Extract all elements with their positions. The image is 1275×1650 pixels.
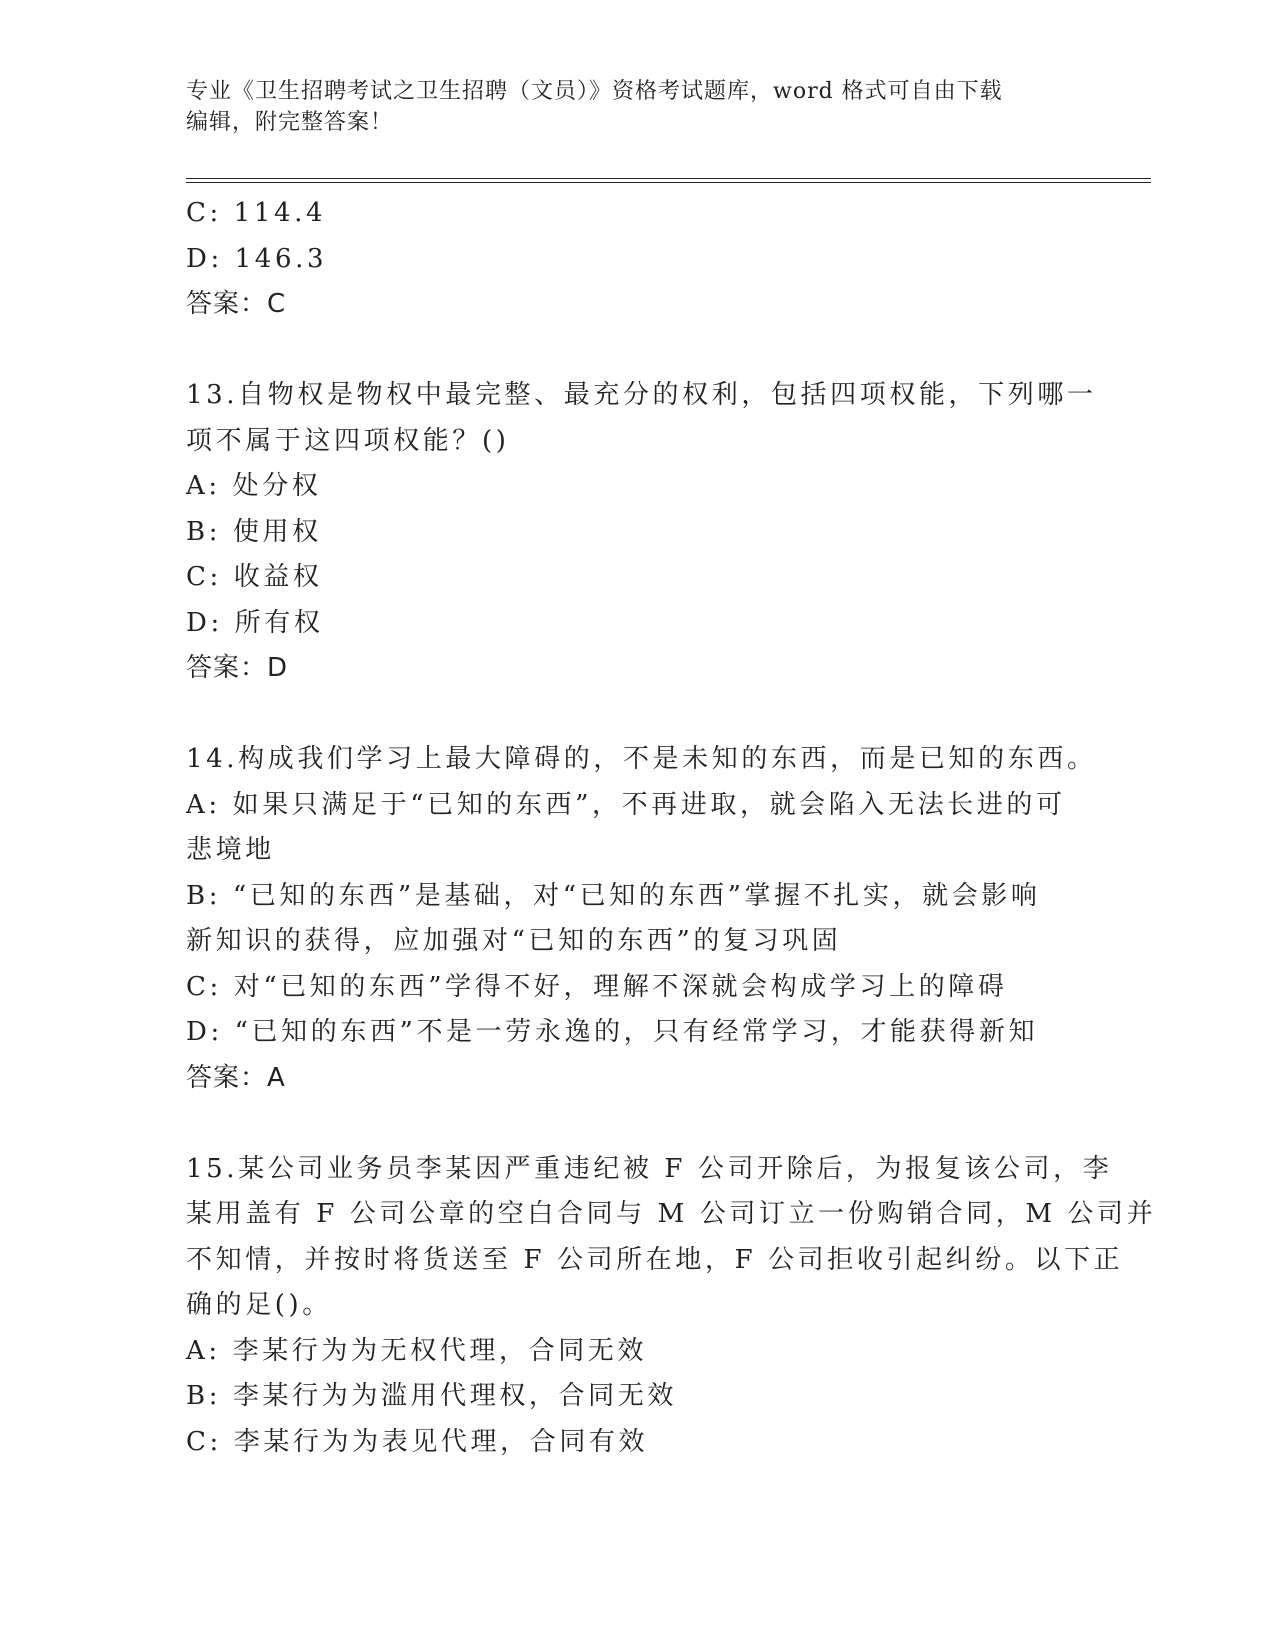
- option-c: C: 114.4: [186, 198, 327, 228]
- option-a: A: 如果只满足于“已知的东西”，不再进取，就会陷入无法长进的可: [186, 789, 1066, 820]
- option-c: C: 李某行为为表见代理，合同有效: [186, 1426, 649, 1457]
- question-stem-continued: 不知情，并按时将货送至 F 公司所在地，F 公司拒收引起纠纷。以下正: [186, 1244, 1124, 1275]
- question-stem: 15.某公司业务员李某因严重违纪被 F 公司开除后，为报复该公司，李: [186, 1153, 1113, 1184]
- header-line-1: 专业《卫生招聘考试之卫生招聘（文员）》资格考试题库，word 格式可自由下载: [186, 79, 1003, 104]
- option-a: A: 李某行为为无权代理，合同无效: [186, 1335, 648, 1366]
- question-stem: 13.自物权是物权中最完整、最充分的权利，包括四项权能，下列哪一: [186, 380, 1097, 410]
- answer-line: 答案：D: [186, 653, 289, 683]
- document-header: [186, 76, 1086, 138]
- option-d: D: 146.3: [186, 243, 328, 274]
- question-list: [186, 191, 1157, 1465]
- question-stem-continued: 确的足()。: [186, 1290, 332, 1320]
- spacer: [186, 1101, 1086, 1147]
- question-stem-continued: 项不属于这四项权能？(): [186, 425, 510, 456]
- answer-line: 答案：A: [186, 1062, 286, 1093]
- option-c: C: 收益权: [186, 562, 323, 592]
- question-15: [186, 1147, 1157, 1466]
- question-stem: 14.构成我们学习上最大障碍的，不是未知的东西，而是已知的东西。: [186, 744, 1097, 774]
- question-13: [186, 373, 1097, 692]
- option-b: B: “已知的东西”是基础，对“已知的东西”掌握不扎实，就会影响: [186, 880, 1041, 911]
- option-a: A: 处分权: [186, 471, 322, 501]
- answer-line: 答案：C: [186, 289, 287, 319]
- option-c: C: 对“已知的东西”学得不好，理解不深就会构成学习上的障碍: [186, 971, 1008, 1002]
- header-line-2: 编辑，附完整答案！: [186, 110, 394, 135]
- option-b: B: 李某行为为滥用代理权，合同无效: [186, 1381, 677, 1411]
- header-divider-top: [186, 178, 1151, 179]
- option-a-continued: 悲境地: [186, 835, 275, 865]
- header-divider-bottom: [186, 182, 1151, 183]
- spacer: [186, 692, 1086, 738]
- option-d: D: “已知的东西”不是一劳永逸的，只有经常学习，才能获得新知: [186, 1017, 1039, 1047]
- previous-question: [186, 191, 1086, 328]
- question-14: [186, 737, 1097, 1101]
- question-stem-continued: 某用盖有 F 公司公章的空白合同与 M 公司订立一份购销合同，M 公司并: [186, 1199, 1157, 1229]
- option-d: D: 所有权: [186, 607, 324, 638]
- option-b: B: 使用权: [186, 516, 322, 547]
- option-b-continued: 新知识的获得，应加强对“已知的东西”的复习巩固: [186, 926, 842, 956]
- spacer: [186, 328, 1086, 374]
